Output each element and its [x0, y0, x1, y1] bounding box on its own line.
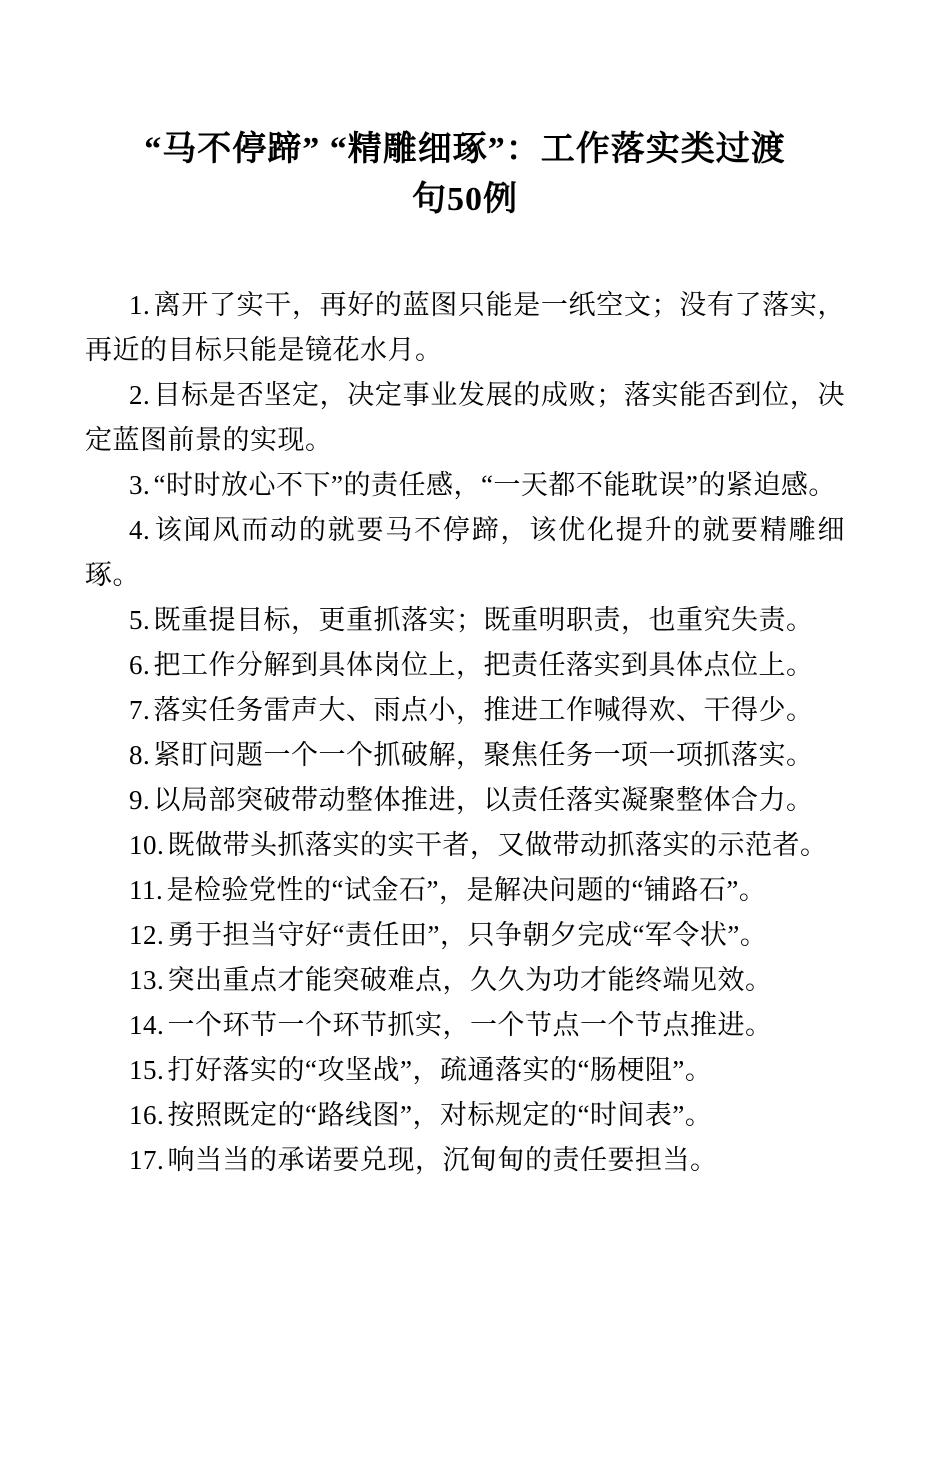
item-text: 既做带头抓落实的实干者，又做带动抓落实的示范者。 — [167, 830, 828, 860]
item-number: 7. — [129, 695, 151, 725]
item-number: 13. — [129, 965, 165, 995]
list-item — [85, 508, 845, 598]
document-title-line1: “马不停蹄” “精雕细琢”：工作落实类过渡 — [144, 131, 786, 168]
item-text: 目标是否坚定，决定事业发展的成败；落实能否到位，决定蓝图前景的实现。 — [85, 380, 845, 455]
item-number: 4. — [129, 515, 151, 545]
list-item — [85, 688, 845, 733]
item-number: 5. — [129, 605, 151, 635]
list-item — [85, 1138, 845, 1183]
item-text: 离开了实干，再好的蓝图只能是一纸空文；没有了落实，再近的目标只能是镜花水月。 — [85, 290, 845, 365]
item-number: 6. — [129, 650, 151, 680]
item-number: 3. — [129, 470, 151, 500]
item-text: 把工作分解到具体岗位上，把责任落实到具体点位上。 — [153, 650, 814, 680]
list-item — [85, 868, 845, 913]
item-text: 紧盯问题一个一个抓破解，聚焦任务一项一项抓落实。 — [153, 740, 814, 770]
document-title-line2: 句50例 — [412, 181, 518, 218]
item-text: 以局部突破带动整体推进，以责任落实凝聚整体合力。 — [153, 785, 814, 815]
item-text: 按照既定的“路线图”，对标规定的“时间表”。 — [167, 1100, 713, 1130]
item-text: 既重提目标，更重抓落实；既重明职责，也重究失责。 — [153, 605, 814, 635]
item-text: “时时放心不下”的责任感，“一天都不能耽误”的紧迫感。 — [153, 470, 836, 500]
item-text: 落实任务雷声大、雨点小，推进工作喊得欢、干得少。 — [153, 695, 814, 725]
item-number: 14. — [129, 1010, 165, 1040]
list-item — [85, 778, 845, 823]
document-title — [85, 125, 845, 225]
list-item — [85, 463, 845, 508]
document-page — [0, 125, 950, 1469]
list-item — [85, 733, 845, 778]
item-text: 打好落实的“攻坚战”，疏通落实的“肠梗阻”。 — [167, 1055, 713, 1085]
list-item — [85, 1093, 845, 1138]
list-item — [85, 958, 845, 1003]
item-text: 是检验党性的“试金石”，是解决问题的“铺路石”。 — [166, 875, 767, 905]
item-number: 11. — [129, 875, 164, 905]
item-number: 2. — [129, 380, 151, 410]
list-item — [85, 913, 845, 958]
list-item — [85, 1048, 845, 1093]
item-number: 16. — [129, 1100, 165, 1130]
item-text: 响当当的承诺要兑现，沉甸甸的责任要担当。 — [167, 1145, 718, 1175]
item-text: 突出重点才能突破难点，久久为功才能终端见效。 — [167, 965, 773, 995]
list-item — [85, 598, 845, 643]
item-number: 1. — [129, 290, 151, 320]
item-number: 17. — [129, 1145, 165, 1175]
item-number: 15. — [129, 1055, 165, 1085]
item-number: 8. — [129, 740, 151, 770]
item-text: 一个环节一个环节抓实，一个节点一个节点推进。 — [167, 1010, 773, 1040]
list-item — [85, 643, 845, 688]
item-number: 9. — [129, 785, 151, 815]
item-text: 勇于担当守好“责任田”，只争朝夕完成“军令状”。 — [167, 920, 768, 950]
list-item — [85, 373, 845, 463]
list-item — [85, 823, 845, 868]
list-item — [85, 283, 845, 373]
item-text: 该闻风而动的就要马不停蹄，该优化提升的就要精雕细琢。 — [85, 515, 845, 590]
item-list — [85, 283, 845, 1183]
list-item — [85, 1003, 845, 1048]
item-number: 12. — [129, 920, 165, 950]
item-number: 10. — [129, 830, 165, 860]
